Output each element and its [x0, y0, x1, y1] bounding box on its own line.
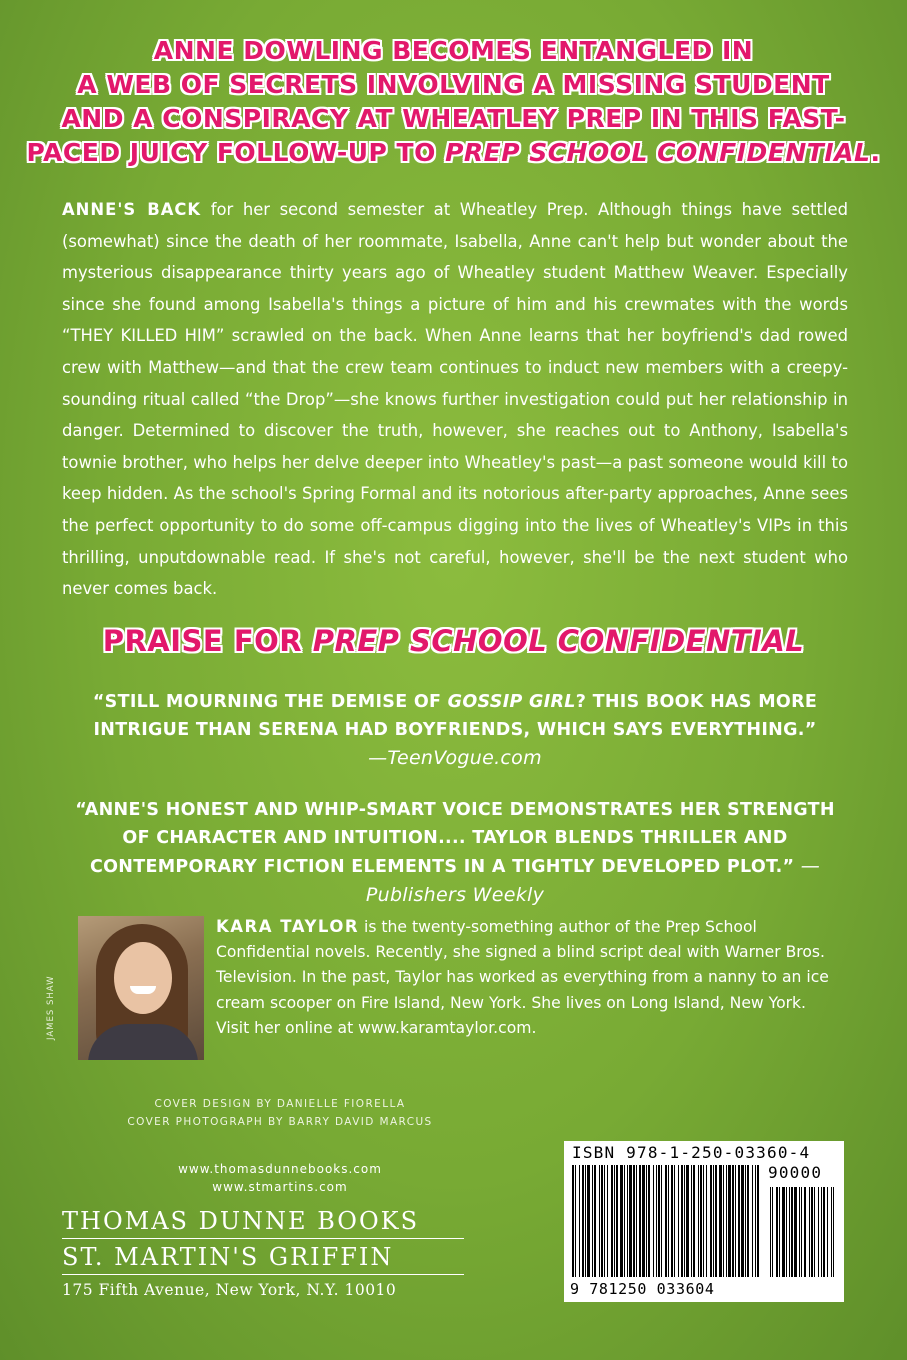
synopsis	[62, 194, 848, 605]
barcode-bar	[656, 1165, 657, 1277]
barcode-bar	[752, 1165, 753, 1277]
addon-bar	[833, 1187, 834, 1277]
barcode-bar	[624, 1165, 625, 1277]
cover-design-credit: COVER DESIGN BY DANIELLE FIORELLA	[154, 1098, 406, 1110]
addon-bar	[782, 1187, 785, 1277]
barcode-bar	[747, 1165, 749, 1277]
author-photo	[78, 916, 204, 1060]
publisher-line-2: ST. MARTIN'S GRIFFIN	[62, 1243, 394, 1271]
publisher-block	[62, 1206, 464, 1299]
tagline-line-1: ANNE DOWLING BECOMES ENTANGLED IN	[153, 36, 754, 65]
barcode-bar	[710, 1165, 712, 1277]
isbn-number: ISBN 978-1-250-03360-4	[572, 1143, 811, 1162]
barcode-bar	[732, 1165, 734, 1277]
addon-bar	[789, 1187, 790, 1277]
barcode-bar	[698, 1165, 699, 1277]
barcode-bar	[636, 1165, 637, 1277]
praise-heading-title: PREP SCHOOL CONFIDENTIAL	[312, 624, 805, 658]
addon-bar	[794, 1187, 797, 1277]
publisher-websites	[70, 1160, 490, 1196]
quote1-text-a: “STILL MOURNING THE DEMISE OF	[92, 692, 448, 712]
addon-bar	[791, 1187, 793, 1277]
barcode-bar	[658, 1165, 660, 1277]
addon-bar	[804, 1187, 806, 1277]
barcode-bar	[639, 1165, 641, 1277]
barcode-bar	[728, 1165, 731, 1277]
author-bio	[216, 914, 844, 1041]
barcode-bar	[572, 1165, 574, 1277]
barcode-bar	[599, 1165, 600, 1277]
addon-bar	[772, 1187, 773, 1277]
barcode-bar	[715, 1165, 717, 1277]
barcode-bar	[741, 1165, 744, 1277]
barcode-bar	[668, 1165, 669, 1277]
barcode-bar	[620, 1165, 623, 1277]
quote1-source: —TeenVogue.com	[368, 747, 542, 769]
barcode-bar	[587, 1165, 590, 1277]
barcode-bar	[642, 1165, 645, 1277]
website-thomasdunne: www.thomasdunnebooks.com	[178, 1162, 382, 1176]
barcode-addon-number: 90000	[768, 1163, 823, 1182]
publisher-line-1: THOMAS DUNNE BOOKS	[62, 1207, 420, 1235]
barcode-bar	[755, 1165, 756, 1277]
barcode-bar	[713, 1165, 714, 1277]
barcode-bar	[633, 1165, 635, 1277]
quote2-text: “ANNE'S HONEST AND WHIP-SMART VOICE DEMONSTRATES HER STRENGTH OF CHARACTER AND INTUITION.... TAYLOR BLENDS THRILLER AND CONTEMPORARY FICTION ELEMENTS IN A TIGHTLY DEVELOPED PLOT.”	[75, 800, 835, 877]
isbn-barcode	[564, 1141, 844, 1302]
barcode-bar	[757, 1165, 759, 1277]
barcode-bar	[604, 1165, 605, 1277]
barcode-bar	[671, 1165, 673, 1277]
barcode-bar	[614, 1165, 615, 1277]
barcode-bar	[684, 1165, 685, 1277]
barcode-bar	[579, 1165, 580, 1277]
cover-credits	[70, 1095, 490, 1131]
barcode-bar	[653, 1165, 654, 1277]
barcode-bar	[665, 1165, 667, 1277]
barcode-bar	[627, 1165, 628, 1277]
barcode-bar	[592, 1165, 593, 1277]
addon-bar	[811, 1187, 813, 1277]
barcode-bar	[601, 1165, 603, 1277]
publisher-address: 175 Fifth Avenue, New York, N.Y. 10010	[62, 1281, 397, 1299]
tagline-line-3: AND A CONSPIRACY AT WHEATLEY PREP IN THIS FAST-	[61, 104, 846, 133]
praise-quote-teenvogue	[70, 688, 840, 773]
synopsis-body: for her second semester at Wheatley Prep. Although things have settled (somewhat) since the death of her roommate, Isabella, Anne can't help but wonder about the mysterious disappearance thirty years ago of Wheatley student Matthew Weaver. Especially since she found among Isabella's things a picture of him and his crewmates with the words “THEY KILLED HIM” scrawled on the back. When Anne learns that her boyfriend's dad rowed crew with Matthew—and that the crew team continues to induct new members with a creepy-sounding ritual called “the Drop”—she knows further investigation could put her relationship in danger. Determined to discover the truth, however, she reaches out to Anthony, Isabella's townie brother, who helps her delve deeper into Wheatley's past—a past someone would kill to keep hidden. As the school's Spring Formal and its notorious after-party approaches, Anne sees the perfect opportunity to do some off-campus digging into the lives of Wheatley's VIPs in this thrilling, unputdownable read. If she's not careful, however, she'll be the next student who never comes back.	[62, 200, 848, 599]
publisher-divider	[62, 1238, 464, 1239]
barcode-bar	[585, 1165, 586, 1277]
website-stmartins: www.stmartins.com	[212, 1180, 348, 1194]
praise-heading	[0, 624, 907, 658]
cover-photo-credit: COVER PHOTOGRAPH BY BARRY DAVID MARCUS	[127, 1116, 433, 1128]
barcode-bar	[661, 1165, 662, 1277]
addon-bar	[786, 1187, 787, 1277]
barcode-bar	[735, 1165, 736, 1277]
barcode-bar	[693, 1165, 695, 1277]
tagline-end-punct: .	[870, 138, 881, 167]
barcode-bar	[703, 1165, 704, 1277]
synopsis-lead: ANNE'S BACK	[62, 200, 202, 219]
barcode-bars	[572, 1165, 836, 1281]
tagline-line-4	[0, 136, 907, 170]
tagline-line-4-text: PACED JUICY FOLLOW-UP TO	[26, 138, 446, 167]
barcode-bar	[582, 1165, 584, 1277]
addon-bar	[776, 1187, 778, 1277]
tagline-line-2: A WEB OF SECRETS INVOLVING A MISSING STUDENT	[77, 70, 830, 99]
barcode-bar	[594, 1165, 596, 1277]
photo-credit: JAMES SHAW	[46, 975, 56, 1040]
addon-bar	[827, 1187, 828, 1277]
barcode-bar	[575, 1165, 576, 1277]
author-bio-text: is the twenty-something author of the Prep School Confidential novels. Recently, she signed a blind script deal with Warner Bros. Television. In the past, Taylor has worked as everything from a nanny to an ice cream scooper on Fire Island, New York. She lives on Long Island, New York. Visit her online at www.karamtaylor.com.	[216, 918, 829, 1037]
addon-bar	[770, 1187, 771, 1277]
addon-bar	[823, 1187, 825, 1277]
addon-bar	[779, 1187, 780, 1277]
addon-bar	[821, 1187, 822, 1277]
addon-bar	[814, 1187, 815, 1277]
addon-bar	[818, 1187, 819, 1277]
barcode-bar	[629, 1165, 632, 1277]
publisher-divider-2	[62, 1274, 464, 1275]
barcode-bar	[611, 1165, 613, 1277]
barcode-bar	[719, 1165, 722, 1277]
barcode-bar	[691, 1165, 692, 1277]
barcode-digits: 9 781250 033604	[570, 1280, 715, 1298]
praise-quote-publishers-weekly	[70, 796, 840, 910]
author-name: KARA TAYLOR	[216, 917, 360, 936]
barcode-bar	[616, 1165, 618, 1277]
barcode-bar	[646, 1165, 647, 1277]
barcode-bar	[723, 1165, 724, 1277]
barcode-bar	[700, 1165, 702, 1277]
addon-bar	[809, 1187, 810, 1277]
addon-bar	[801, 1187, 802, 1277]
quote2-source: —Publishers Weekly	[365, 855, 821, 906]
barcode-bar	[686, 1165, 689, 1277]
barcode-bar	[607, 1165, 608, 1277]
addon-bar	[831, 1187, 832, 1277]
barcode-bar	[674, 1165, 675, 1277]
barcode-bar	[681, 1165, 683, 1277]
praise-heading-prefix: PRAISE FOR	[102, 624, 313, 658]
barcode-bar	[738, 1165, 740, 1277]
barcode-bar	[706, 1165, 707, 1277]
tagline	[0, 34, 907, 170]
quote1-italic: GOSSIP GIRL	[447, 692, 576, 712]
quote1-text-b: ? THIS BOOK HAS MORE INTRIGUE THAN SERENA HAD BOYFRIENDS, WHICH SAYS EVERYTHING.”	[93, 692, 818, 740]
barcode-bar	[678, 1165, 679, 1277]
tagline-book-title: PREP SCHOOL CONFIDENTIAL	[445, 138, 871, 167]
barcode-bar	[726, 1165, 727, 1277]
barcode-bar	[745, 1165, 746, 1277]
barcode-bar	[648, 1165, 650, 1277]
addon-bar	[799, 1187, 800, 1277]
